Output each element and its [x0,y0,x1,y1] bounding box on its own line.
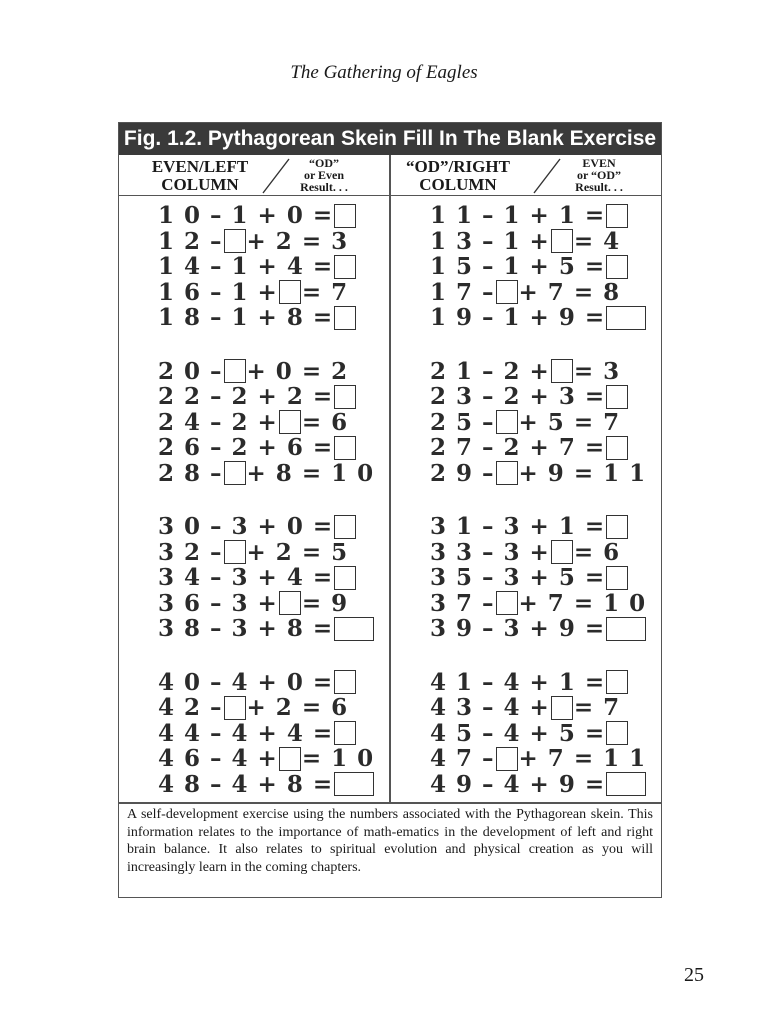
equation-text: + 7 = 1 0 [518,589,647,617]
equation-text: 2 8 – [158,459,223,487]
equation-text: = 4 [573,227,621,255]
equation-text: + 0 = 2 [246,357,349,385]
answer-blank-box[interactable] [334,721,356,745]
right-header-sub-line3: Result. . . [575,180,623,194]
answer-blank-box[interactable] [606,515,628,539]
equation-row [158,721,375,747]
equation-text: 3 4 – 3 + 4 = [158,564,334,591]
answer-blank-box[interactable] [551,359,573,383]
left-column-header [119,155,390,196]
equation-text: 2 2 – 2 + 2 = [158,383,334,410]
equation-row [158,254,375,280]
equation-row [430,772,647,798]
equation-text: 4 9 – 4 + 9 = [430,770,606,798]
figure-title: Fig. 1.2. Pythagorean Skein Fill In The Blank Exercise [119,123,661,155]
equation-row [430,540,647,566]
right-header-slash [530,157,562,195]
answer-blank-box[interactable] [606,566,628,590]
equation-text: 4 2 – [158,694,223,721]
equation-text: 2 0 – [158,357,223,385]
answer-blank-box[interactable] [334,436,356,460]
equation-text: + 2 = 5 [246,538,349,566]
right-header-sub-line2: or “OD” [576,168,622,182]
left-header-sub-line3: Result. . . [300,180,348,194]
equation-text: 2 7 – 2 + 7 = [430,434,606,461]
equation-text: + 5 = 7 [518,408,621,436]
left-header-sub-line2: or Even [303,168,345,182]
answer-blank-box[interactable] [334,515,356,539]
equation-text: 4 7 – [430,745,495,772]
answer-blank-box[interactable] [606,255,628,279]
right-header-main-line2: COLUMN [419,175,497,194]
equation-text: 3 6 – 3 + [158,589,278,617]
equation-text: 3 2 – [158,538,223,566]
equation-text: 1 3 – 1 + [430,227,550,255]
answer-blank-box[interactable] [496,591,518,615]
page-number: 25 [684,964,704,986]
equation-text: 2 5 – [430,408,495,436]
answer-blank-box[interactable] [334,204,356,228]
answer-blank-box[interactable] [606,385,628,409]
answer-blank-box[interactable] [334,255,356,279]
equation-text: 1 0 – 1 + 0 = [158,202,334,229]
page-header: The Gathering of Eagles [290,62,478,83]
answer-blank-box[interactable] [606,306,646,330]
equation-text: 3 5 – 3 + 5 = [430,564,606,591]
answer-blank-box[interactable] [279,280,301,304]
equation-text: + 2 = 6 [246,694,349,721]
equation-row [430,746,647,772]
answer-blank-box[interactable] [606,436,628,460]
answer-blank-box[interactable] [224,461,246,485]
equation-text: + 9 = 1 1 [518,459,647,487]
equation-text: = 3 [573,357,621,385]
equation-text: = 9 [301,589,349,617]
equation-text: 1 8 – 1 + 8 = [158,304,334,331]
equation-text: 4 8 – 4 + 8 = [158,770,334,798]
answer-blank-box[interactable] [496,280,518,304]
equation-text: 2 6 – 2 + 6 = [158,434,334,461]
answer-blank-box[interactable] [334,385,356,409]
equation-text: 4 6 – 4 + [158,745,278,772]
equation-text: 4 0 – 4 + 0 = [158,668,334,696]
equation-row [158,746,375,772]
equation-row [430,410,647,436]
equation-row [158,461,375,487]
caption-divider [119,802,661,804]
equation-text: 1 4 – 1 + 4 = [158,253,334,280]
answer-blank-box[interactable] [551,229,573,253]
right-header-sub [562,157,636,193]
equation-row [430,435,647,461]
answer-blank-box[interactable] [334,670,356,694]
answer-blank-box[interactable] [606,204,628,228]
right-header-main [394,158,522,194]
left-header-main-line2: COLUMN [161,175,239,194]
equation-text: 3 8 – 3 + 8 = [158,615,334,642]
answer-blank-box[interactable] [279,747,301,771]
equation-text: + 8 = 1 0 [246,459,375,487]
left-equations [158,203,375,825]
equation-row [158,305,375,331]
equation-text: 1 2 – [158,227,223,255]
answer-blank-box[interactable] [606,670,628,694]
equation-row [158,359,375,385]
equation-row [430,305,647,331]
equation-row [430,280,647,306]
right-header-main-line1: “OD”/RIGHT [406,157,510,176]
left-equation-group [158,203,375,331]
left-header-sub [287,157,361,193]
answer-blank-box[interactable] [496,410,518,434]
left-header-main [141,158,259,194]
left-equation-group [158,359,375,487]
equation-row [430,591,647,617]
equation-text: 1 5 – 1 + 5 = [430,253,606,280]
equation-text: 4 3 – 4 + [430,694,550,721]
equation-row [430,461,647,487]
equation-text: 2 9 – [430,459,495,487]
answer-blank-box[interactable] [606,721,628,745]
right-header-sub-line1: EVEN [582,156,616,170]
figure-box [118,122,662,898]
equation-text: 3 3 – 3 + [430,538,550,566]
answer-blank-box[interactable] [334,772,374,796]
right-equation-group [430,359,647,487]
equation-text: = 6 [573,538,621,566]
equation-text: 4 5 – 4 + 5 = [430,719,606,747]
equation-text: = 7 [301,278,349,306]
equation-text: 1 1 – 1 + 1 = [430,202,606,229]
answer-blank-box[interactable] [224,229,246,253]
equation-text: 1 6 – 1 + [158,278,278,306]
equation-row [430,721,647,747]
equation-text: + 7 = 1 1 [518,745,647,772]
equation-text: 2 3 – 2 + 3 = [430,383,606,410]
left-header-sub-line1: “OD” [309,156,339,170]
equation-row [430,514,647,540]
answer-blank-box[interactable] [551,540,573,564]
left-header-main-line1: EVEN/LEFT [151,157,249,176]
equation-row [430,670,647,696]
answer-blank-box[interactable] [224,696,246,720]
answer-blank-box[interactable] [551,696,573,720]
equation-row [158,280,375,306]
equation-text: = 1 0 [301,745,375,772]
right-column-header [390,155,661,196]
answer-blank-box[interactable] [496,747,518,771]
equation-row [158,565,375,591]
equation-row [158,514,375,540]
answer-blank-box[interactable] [334,306,356,330]
equation-text: = 6 [301,408,349,436]
equation-row [158,695,375,721]
equation-text: 3 7 – [430,589,495,617]
answer-blank-box[interactable] [279,410,301,434]
equation-row [158,670,375,696]
equation-row [430,565,647,591]
answer-blank-box[interactable] [496,461,518,485]
answer-blank-box[interactable] [224,540,246,564]
right-equation-group [430,203,647,331]
equation-text: + 2 = 3 [246,227,349,255]
equation-text: 3 0 – 3 + 0 = [158,513,334,540]
equation-text: = 7 [573,694,621,721]
answer-blank-box[interactable] [334,566,356,590]
equation-row [430,203,647,229]
equation-row [158,616,375,642]
equation-text: 3 9 – 3 + 9 = [430,615,606,642]
equation-row [158,203,375,229]
equation-row [430,229,647,255]
equation-row [430,359,647,385]
equation-row [430,254,647,280]
answer-blank-box[interactable] [606,617,646,641]
equation-text: 3 1 – 3 + 1 = [430,513,606,540]
column-divider [389,155,391,803]
right-equation-group [430,670,647,798]
answer-blank-box[interactable] [224,359,246,383]
equation-row [158,540,375,566]
left-equation-group [158,670,375,798]
figure-caption: A self-development exercise using the numbers associated with the Pythagorean skein. This information relates to the importance of math-ematics in the development of left and right brain balance. It also relates to spiritual evolution and physical creation as you will increasingly learn in the coming chapters. [127,807,653,875]
answer-blank-box[interactable] [279,591,301,615]
equation-row [158,435,375,461]
left-equation-group [158,514,375,642]
equation-text: 4 4 – 4 + 4 = [158,719,334,747]
equation-row [430,384,647,410]
equation-row [430,616,647,642]
equation-row [158,772,375,798]
equation-text: + 7 = 8 [518,278,621,306]
equation-row [158,410,375,436]
equation-row [158,384,375,410]
equation-text: 1 7 – [430,278,495,306]
answer-blank-box[interactable] [334,617,374,641]
equation-text: 4 1 – 4 + 1 = [430,668,606,696]
equation-text: 1 9 – 1 + 9 = [430,304,606,331]
equation-row [158,591,375,617]
equation-row [158,229,375,255]
answer-blank-box[interactable] [606,772,646,796]
equation-text: 2 4 – 2 + [158,408,278,436]
right-equations [430,203,647,825]
equation-text: 2 1 – 2 + [430,357,550,385]
equation-row [430,695,647,721]
right-equation-group [430,514,647,642]
